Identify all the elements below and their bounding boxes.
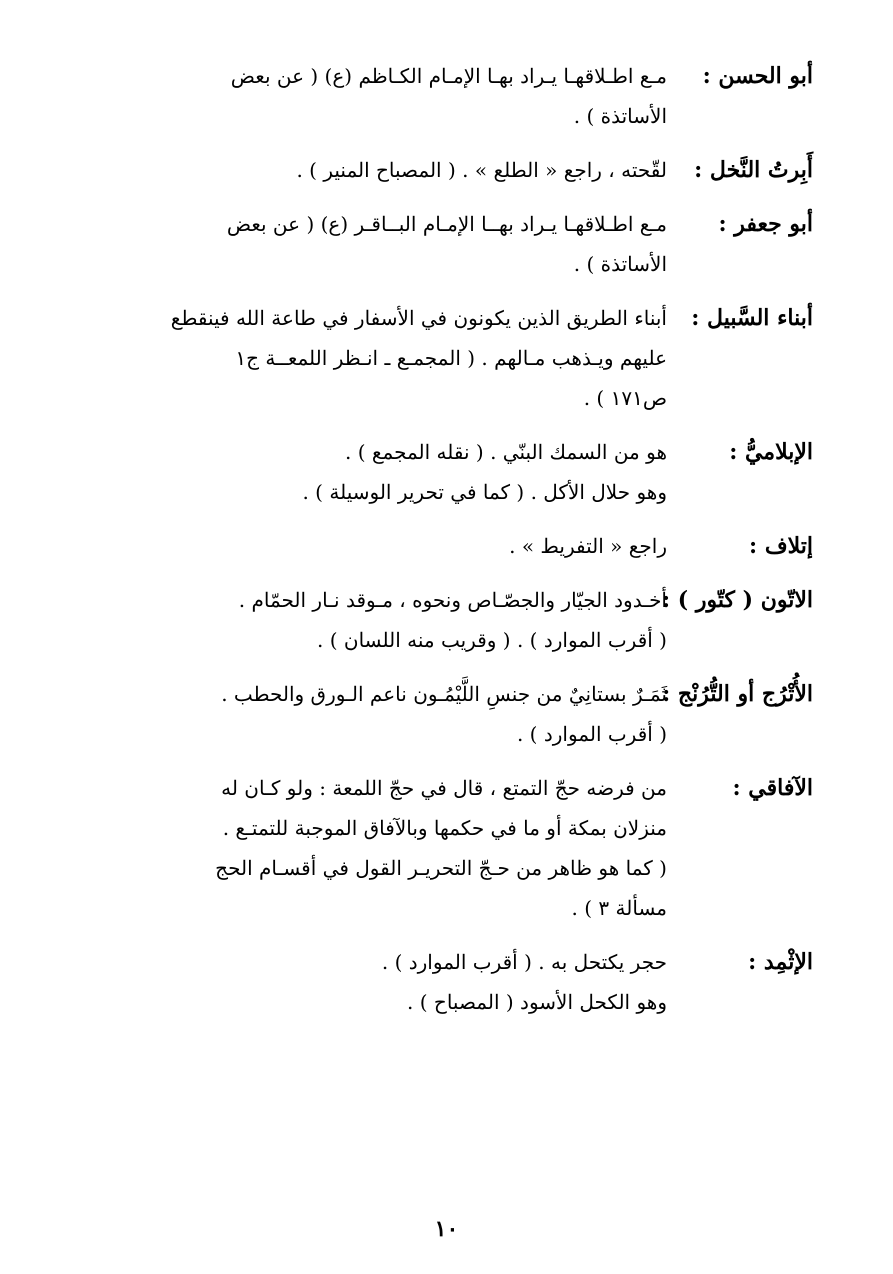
glossary-entry: [78, 56, 813, 136]
definition-line: مـع اطـلاقهـا يـراد بهــا الإمـام البــاقـر (ع) ( عن بعض: [226, 212, 667, 236]
glossary-entry: [78, 298, 813, 418]
glossary-entry: [78, 432, 813, 512]
entry-definition: [78, 298, 705, 418]
definition-line: الأساتذة ) .: [573, 252, 667, 276]
entry-term: إتلاف :: [749, 533, 813, 559]
definition-line: ( أقرب الموارد ) .: [516, 722, 667, 746]
definition-line: راجع « التفريط » .: [509, 534, 667, 558]
entry-term: أبناء السَّبيل :: [691, 305, 813, 331]
entry-term: أَبِرتُ النَّخل :: [694, 157, 813, 183]
glossary-entries: [78, 56, 813, 1036]
definition-line: عليهم ويـذهب مـالهم . ( المجمـع ـ انـظر اللمعــة ج١: [235, 346, 667, 370]
entry-definition: [78, 56, 705, 136]
definition-line: أخـدود الجيّار والجصّـاص ونحوه ، مـوقد نـار الحمّام .: [238, 588, 667, 612]
definition-line: مسألة ٣ ) .: [571, 896, 667, 920]
glossary-entry: [78, 674, 813, 754]
glossary-entry: [78, 768, 813, 928]
definition-line: من فرضه حجّ التمتع ، قال في حجّ اللمعة : ولو كـان له: [221, 776, 667, 800]
glossary-entry: [78, 580, 813, 660]
definition-line: حجر يكتحل به . ( أقرب الموارد ) .: [381, 950, 667, 974]
entry-term: الأُتْرُج أو التُّرُنْج :: [662, 681, 813, 707]
definition-line: ( أقرب الموارد ) . ( وقريب منه اللسان ) .: [317, 628, 667, 652]
entry-term: الإبلاميُّ :: [729, 439, 813, 465]
definition-line: وهو حلال الأكل . ( كما في تحرير الوسيلة ) .: [302, 480, 667, 504]
entry-definition: [78, 580, 705, 660]
glossary-entry: [78, 150, 813, 190]
glossary-entry: [78, 204, 813, 284]
entry-term: أبو جعفر :: [718, 211, 813, 237]
glossary-entry: [78, 942, 813, 1022]
definition-line: هو من السمك البنّي . ( نقله المجمع ) .: [344, 440, 667, 464]
definition-line: وهو الكحل الأسود ( المصباح ) .: [407, 990, 667, 1014]
entry-definition: [78, 768, 705, 928]
entry-term: الاتّون ( كتّور ) :: [662, 587, 813, 613]
entry-definition: [78, 942, 705, 1022]
definition-line: الأساتذة ) .: [573, 104, 667, 128]
entry-definition: [78, 204, 705, 284]
entry-term: الآفاقي :: [732, 775, 813, 801]
glossary-entry: [78, 526, 813, 566]
definition-line: مـع اطـلاقهـا يـراد بهـا الإمـام الكـاظم (ع) ( عن بعض: [230, 64, 667, 88]
definition-line: ص١٧١ ) .: [583, 386, 667, 410]
entry-definition: [78, 432, 705, 512]
definition-line: لقّحته ، راجع « الطلع » . ( المصباح المنير ) .: [296, 158, 667, 182]
entry-term: أبو الحسن :: [702, 63, 813, 89]
page-number: ١٠: [434, 1216, 459, 1242]
definition-line: ثَمَـرٌ بستانِيٌ من جنسِ اللَّيْمُـون ناعم الـورق والحطب .: [221, 682, 667, 706]
entry-definition: [78, 150, 705, 190]
entry-definition: [78, 674, 705, 754]
definition-line: أبناء الطريق الذين يكونون في الأسفار في طاعة الله فينقطع: [170, 306, 667, 330]
definition-line: ( كما هو ظاهر من حـجّ التحريـر القول في أقسـام الحج: [215, 856, 667, 880]
entry-definition: [78, 526, 705, 566]
definition-line: منزلان بمكة أو ما في حكمها وبالآفاق الموجبة للتمتـع .: [222, 816, 667, 840]
entry-term: الإثْمِد :: [748, 949, 813, 975]
